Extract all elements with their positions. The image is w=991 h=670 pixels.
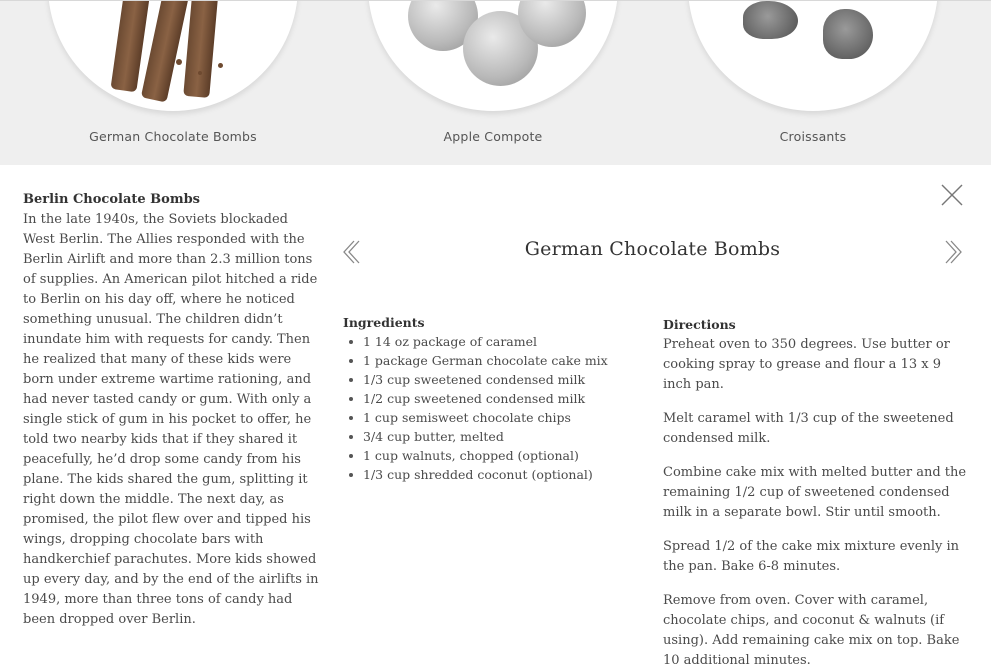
recipe-story	[23, 190, 323, 630]
ingredients-list	[343, 332, 633, 484]
close-icon	[940, 183, 964, 207]
ingredient-item: 1/2 cup sweetened condensed milk	[343, 389, 633, 408]
gallery-card-label: German Chocolate Bombs	[89, 129, 257, 144]
direction-step: Melt caramel with 1/3 cup of the sweetened condensed milk.	[663, 411, 954, 446]
story-text: In the late 1940s, the Soviets blockaded West Berlin. The Allies responded with the Berlin Airlift and more than 2.3 million tons of supplies. An American pilot hitched a ride to Berlin on his day off, where he noticed something unusual. The children didn’t inundate him with requests for candy. Then he realized that many of these kids were born under extreme wartime rationing, and had never tasted candy or gum. With only a single stick of gum in his pocket to offer, he told two nearby kids that if they shared it peacefully, he’d drop some candy from his plane. The kids shared the gum, splitting it right down the middle. The next day, as promised, the pilot flew over and tipped his wings, dropping chocolate bars with handkerchief parachutes. More kids showed up every day, and by the end of the airlifts in 1949, more than three tons of candy had been dropped over Berlin.	[23, 212, 319, 627]
ingredient-item: 1 14 oz package of caramel	[343, 332, 633, 351]
ingredient-item: 1 cup walnuts, chopped (optional)	[343, 446, 633, 465]
ingredient-item: 1 cup semisweet chocolate chips	[343, 408, 633, 427]
ingredients-section	[343, 313, 633, 484]
ingredient-item: 1 package German chocolate cake mix	[343, 351, 633, 370]
chevron-left-icon	[340, 238, 362, 266]
chevron-right-icon	[943, 238, 965, 266]
directions-heading: Directions	[663, 317, 736, 332]
direction-step: Preheat oven to 350 degrees. Use butter or cooking spray to grease and flour a 13 x 9 inch pan.	[663, 337, 950, 392]
gallery-card-german-chocolate-bombs[interactable]	[23, 1, 323, 165]
plate-image	[48, 0, 298, 111]
ingredient-item: 1/3 cup sweetened condensed milk	[343, 370, 633, 389]
gallery-card-apple-compote[interactable]	[343, 1, 643, 165]
ingredient-item: 3/4 cup butter, melted	[343, 427, 633, 446]
previous-recipe-button[interactable]	[340, 238, 362, 266]
direction-step: Combine cake mix with melted butter and the remaining 1/2 cup of sweetened condensed milk in a separate bowl. Stir until smooth.	[663, 465, 967, 520]
ingredients-heading: Ingredients	[343, 315, 425, 330]
recipe-title: German Chocolate Bombs	[524, 238, 781, 260]
directions-section	[663, 315, 968, 670]
direction-step: Spread 1/2 of the cake mix mixture evenly in the pan. Bake 6-8 minutes.	[663, 539, 959, 574]
close-button[interactable]	[940, 183, 964, 207]
gallery-card-croissants[interactable]	[663, 1, 963, 165]
next-recipe-button[interactable]	[943, 238, 965, 266]
direction-step: Remove from oven. Cover with caramel, chocolate chips, and coconut & walnuts (if using). Add remaining cake mix on top. Bake 10 additional minutes.	[663, 593, 960, 668]
gallery-card-label: Apple Compote	[443, 129, 543, 144]
plate-image	[368, 0, 618, 111]
gallery-card-label: Croissants	[779, 129, 847, 144]
story-title: Berlin Chocolate Bombs	[23, 192, 201, 207]
plate-image	[688, 0, 938, 111]
ingredient-item: 1/3 cup shredded coconut (optional)	[343, 465, 633, 484]
recipe-gallery	[0, 0, 991, 165]
